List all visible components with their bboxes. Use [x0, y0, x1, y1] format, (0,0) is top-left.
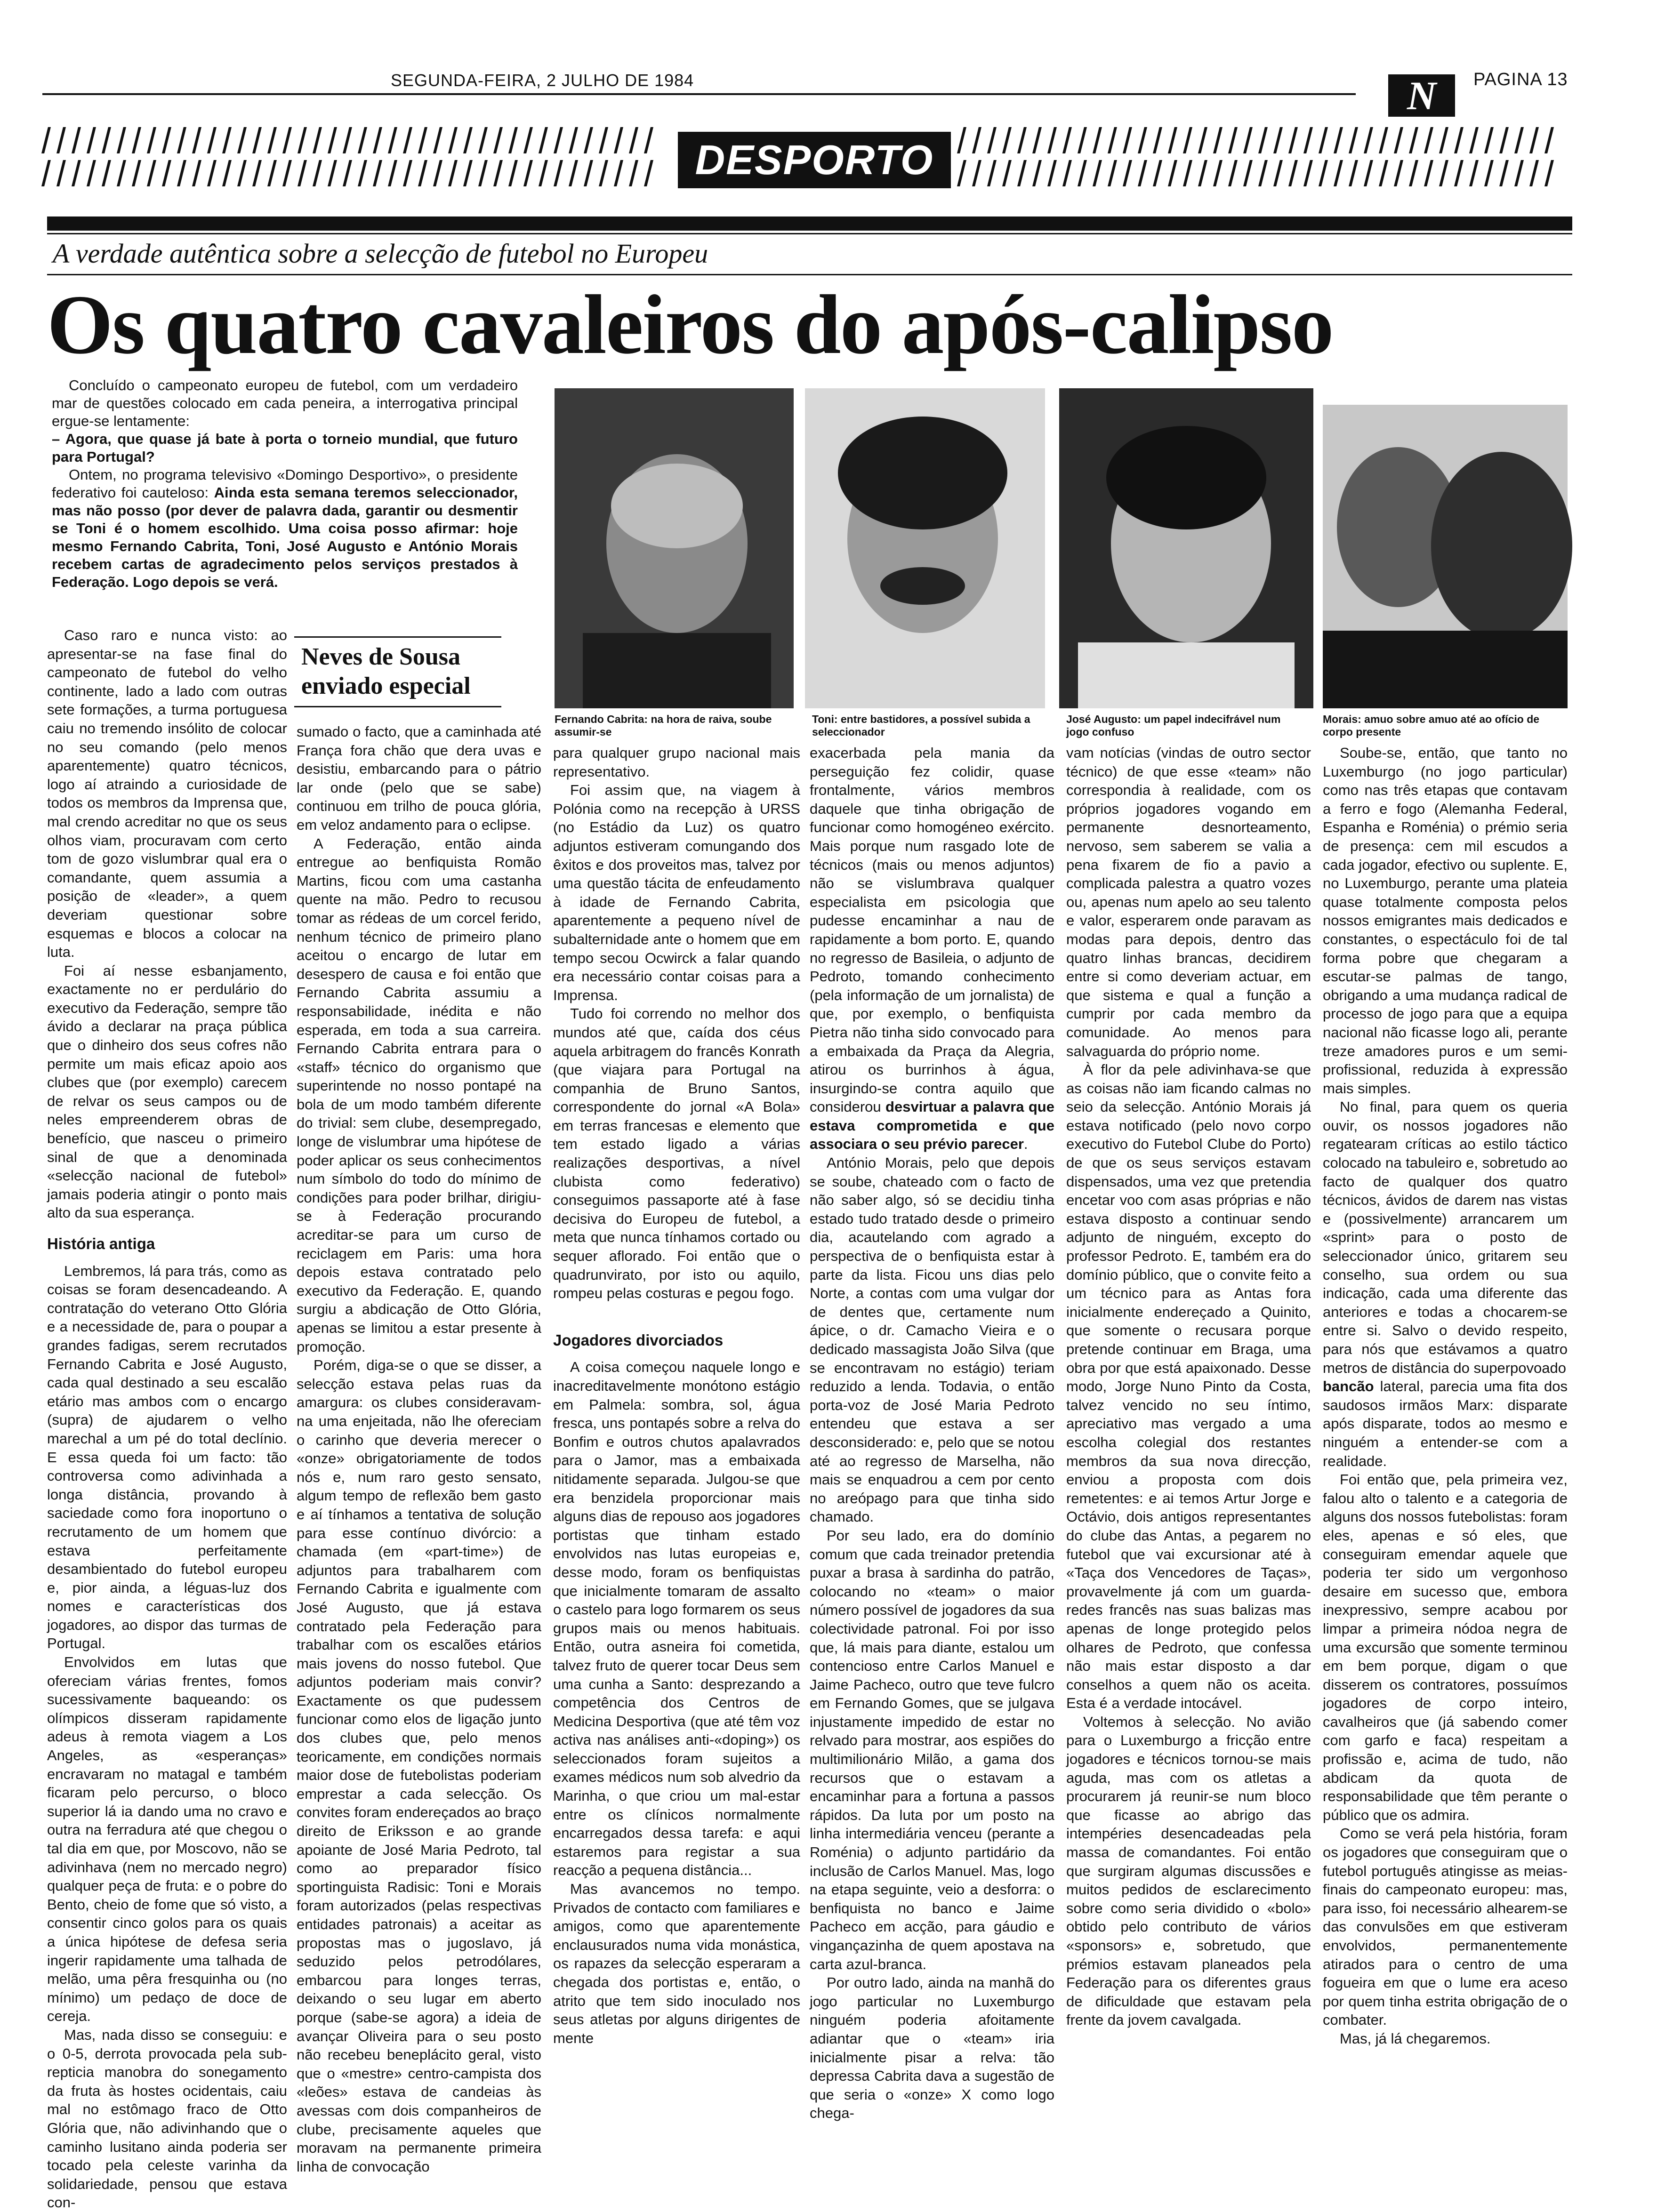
decorative-dash [1529, 160, 1539, 186]
paragraph: A Federação, então ainda entregue ao benfiquista Romão Martins, ficou com uma castanha quente na mão. Pedro to recusou tomar as rédeas de um corcel ferido, nenhum técnico de primeiro plano aceitou o encargo de lutar em desespero de causa e foi então que Fernando Cabrita assumiu a responsabilidade, inédita e não esperada, em toda a sua carreira. Fernando Cabrita entrara para o «staff» técnico do organismo que superintende no nosso pontapé na bola de um modo também diferente do trivial: sem clube, desempregado, longe de vislumbrar uma hipótese de poder aplicar os seus conhecimentos num símbolo do todo do mínimo de condições para poder brilhar, dirigiu-se à Federação procurando acreditar-se para um curso de reciclagem em Paris: uma hora depois estava contratado pelo executivo da Federação. E, quando surgiu a abdicação de Otto Glória, apenas se limitou a estar presente à promoção. [297, 835, 541, 1355]
decorative-dash [1062, 160, 1072, 186]
decorative-dash [987, 160, 997, 186]
decorative-dash [403, 127, 412, 153]
decorative-dash [147, 160, 156, 186]
decorative-dash [1544, 160, 1554, 186]
portrait-image-icon [1323, 405, 1568, 708]
decorative-dash [1138, 160, 1147, 186]
paragraph: Voltemos à selecção. No avião para o Luxemburgo a fricção entre jogadores e técnicos tornou-se mais aguda, mas com os atletas a procurarem já reunir-se num bloco que ficasse ao abrigo das intempéries desencadeadas pela massa de comandantes. Foi então que surgiram algumas discussões e muitos pedidos de esclarecimento sobre como seria dividido o «bolo» obtido pelo contributo de vários «sponsors» e, sobretudo, que prémios estavam planeados pela Federação para os diferentes graus de dificuldade que estavam pela frente da jovem cavalgada. [1066, 1713, 1311, 2028]
intro-text: Ontem, no programa televisivo «Domingo Desportivo», o presidente federativo foi cauteloso: [52, 466, 518, 501]
decorative-dash [132, 160, 141, 186]
decorative-dash [41, 160, 51, 186]
decorative-dash [56, 160, 66, 186]
decorative-dash [1273, 127, 1283, 153]
bold-word: bancão [1323, 1378, 1374, 1395]
decorative-dash [584, 160, 593, 186]
decorative-dash [463, 160, 473, 186]
decorative-dash [1168, 160, 1177, 186]
decorative-dash [644, 127, 653, 153]
decorative-dash [1469, 127, 1479, 153]
decorative-dash [207, 160, 217, 186]
decorative-dash [1002, 127, 1012, 153]
subhead: Jogadores divorciados [553, 1331, 724, 1349]
paragraph-text: lateral, parecia uma fita dos saudosos irmãos Marx: disparate após disparate, todos ao mesmo e ninguém a entender-se com a realidade. [1323, 1378, 1568, 1469]
decorative-dash [328, 160, 337, 186]
decorative-dash [1047, 127, 1057, 153]
decorative-dash [478, 160, 488, 186]
decorative-dash [1228, 160, 1238, 186]
decorative-dash [192, 127, 201, 153]
section-decoration-right [960, 127, 1572, 156]
decorative-dash [1093, 160, 1102, 186]
kicker-rule [47, 274, 1572, 275]
photo-caption: José Augusto: um papel indecifrável num jogo confuso [1066, 713, 1281, 738]
decorative-dash [1198, 127, 1207, 153]
paragraph: Mas, já lá chegaremos. [1340, 2030, 1491, 2047]
paragraph: para qualquer grupo nacional mais representativo. [553, 745, 800, 780]
decorative-dash [1499, 160, 1509, 186]
decorative-dash [177, 127, 186, 153]
decorative-dash [192, 160, 201, 186]
decorative-dash [72, 160, 81, 186]
photo-toni [805, 388, 1045, 708]
byline-role: enviado especial [301, 673, 471, 699]
article-headline: Os quatro cavaleiros do após-calipso [47, 278, 1333, 371]
decorative-dash [1228, 127, 1238, 153]
decorative-dash [1379, 127, 1388, 153]
column-3 [553, 744, 800, 2165]
decorative-dash [102, 160, 111, 186]
decorative-dash [1319, 127, 1328, 153]
decorative-dash [1002, 160, 1012, 186]
decorative-dash [1213, 127, 1223, 153]
photo-caption: Toni: entre bastidores, a possível subida a seleccionador [812, 713, 1030, 738]
decorative-dash [252, 127, 262, 153]
photo-fernando-cabrita [555, 388, 794, 708]
decorative-dash [1364, 127, 1373, 153]
decorative-dash [102, 127, 111, 153]
decorative-dash [644, 160, 653, 186]
decorative-dash [373, 127, 382, 153]
byline-name: Neves de Sousa [301, 643, 461, 670]
decorative-dash [448, 160, 458, 186]
logo-letter: N [1407, 73, 1437, 118]
decorative-dash [1047, 160, 1057, 186]
decorative-dash [87, 127, 96, 153]
bold-phrase: desvirtuar a palavra que estava comprometida e que associara o seu prévio parecer [810, 1098, 1054, 1153]
paragraph: sumado o facto, que a caminhada até França fora chão que dera uvas e desistiu, embarcando para o pátrio lar onde (pelo que se sabe) continuou em trilho de pouca glória, em veloz andamento para o eclipse. [297, 723, 541, 833]
decorative-dash [539, 127, 548, 153]
paragraph: António Morais, pelo que depois se soube, chateado com o facto de não saber algo, só se decidiu tinha estado tudo tratado desde o primeiro dia, acautelando com agrado a perspectiva de o benfiquista estar à parte da lista. Ficou uns dias pelo Norte, a contas com uma vulgar dor de dentes que, certamente num ápice, o dr. Camacho Vieira e o dedicado massagista João Silva (que se encontravam no estágio) teriam reduzido a lenda. Todavia, o então porta-voz de José Maria Pedroto entendeu que estava a ser desconsiderado: e, pelo que se notou até ao regresso de Marselha, não mais se enquadrou a cem por cento no areópago para que tinha sido chamado. [810, 1154, 1054, 1525]
decorative-dash [1424, 160, 1433, 186]
decorative-dash [358, 127, 367, 153]
masthead-rule [42, 93, 1356, 95]
paragraph: No final, para quem os queria ouvir, os nossos jogadores não regatearam críticas ao estilo táctico colocado na tabuleiro e, sobretudo ao facto de qualquer dos quatro técnicos, ávidos de darem nas vistas e (possivelmente) arrancarem um «sprint» para o posto de seleccionador único, gritarem seu conselho, sua ordem ou sua indicação, cada uma diferente das anteriores e todas a chocarem-se entre si. Salvo o devido respeito, para nós que estávamos a quatro metros de distância do superpovoado [1323, 1098, 1568, 1376]
page-number: PAGINA 13 [1473, 70, 1568, 89]
decorative-dash [313, 127, 322, 153]
decorative-dash [1078, 160, 1087, 186]
decorative-dash [1499, 127, 1509, 153]
decorative-dash [1198, 160, 1207, 186]
decorative-dash [987, 127, 997, 153]
decorative-dash [433, 127, 442, 153]
decorative-dash [508, 160, 518, 186]
byline-rule-bottom [294, 706, 501, 707]
heavy-rule [47, 216, 1572, 231]
decorative-dash [1364, 160, 1373, 186]
decorative-dash [388, 160, 397, 186]
decorative-dash [478, 127, 488, 153]
decorative-dash [1153, 127, 1162, 153]
decorative-dash [147, 127, 156, 153]
paragraph: Foi então que, pela primeira vez, falou alto o talento e a categoria de alguns dos nossos futebolistas: foram eles, apenas e só eles, que conseguiram emendar aquele que poderia ter sido um vergonhoso desaire em sucesso que, embora inexpressivo, sempre acabou por limpar a primeira nódoa negra de uma excursão que somente terminou em bem porque, digam o que disserem os contratores, possuímos jogadores de corpo inteiro, cavalheiros que (já sabendo comer com garfo e faca) respeitam a profissão e, acima de tudo, não abdicam da quota de responsabilidade que têm perante o público que os admira. [1323, 1471, 1568, 1823]
paragraph: Por outro lado, ainda na manhã do jogo particular no Luxemburgo ninguém poderia afoitamente adiantar que o «team» iria inicialmente pisar a relva: tão depressa Cabrita dava a sugestão de que seria o «onze» X como logo chega- [810, 1974, 1054, 2122]
subhead: História antiga [47, 1235, 155, 1252]
decorative-dash [1017, 160, 1027, 186]
paragraph: Por seu lado, era do domínio comum que cada treinador pretendia puxar a brasa à sardinha do patrão, colocando no «team» o maior número possível de jogadores da sua colectividade patronal. Foi por isso que, lá mais para diante, estalou um contencioso entre Carlos Manuel e Jaime Pacheco, outro que teve fulcro em Fernando Gomes, que se julgava injustamente impedido de estar no relvado para mostrar, aos espiões do multimilionário Milão, a gama dos recursos que o estavam a encaminhar para a fortuna a passos rápidos. Da luta por um posto na linha intermediária venceu (perante a Roménia) o adjunto partidário da inclusão de Carlos Manuel. Mas, logo na etapa seguinte, veio a desforra: o benfiquista no banco e Jaime Pacheco em acção, para gáudio e vingançazinha de quem apostava na carta azul-branca. [810, 1527, 1054, 1972]
decorative-dash [343, 160, 352, 186]
decorative-dash [1514, 127, 1524, 153]
paragraph: Mas avancemos no tempo. Privados de contacto com familiares e amigos, como que aparentemente enclausurados numa vida monástica, os rapazes da selecção esperaram a chegada dos portistas e, então, o atrito que tem sido inoculado nos seus atletas por alguns dirigentes de mente [553, 1881, 800, 2046]
decorative-dash [1032, 127, 1042, 153]
column-6 [1323, 744, 1568, 2165]
decorative-dash [1303, 127, 1313, 153]
paragraph: vam notícias (vindas de outro sector técnico) de que esse «team» não correspondia à realidade, com os próprios jogadores vogando em permanente desnorteamento, nervoso, sem saberem se valia a pena fixarem de fio a pavio a complicada palestra a quatro vozes ou, apenas num apelo ao seu talento e valor, esperarem onde paravam as modas para depois, dentro das quatro linhas brancas, decidirem entre si como deveriam actuar, em que sistema e qual a função a cumprir por cada membro da comunidade. Ao menos para salvaguarda do próprio nome. [1066, 745, 1311, 1059]
decorative-dash [493, 160, 503, 186]
logo-emblem-icon [1386, 70, 1457, 121]
column-5 [1066, 744, 1311, 2165]
decorative-dash [1484, 127, 1494, 153]
decorative-dash [1123, 127, 1132, 153]
decorative-dash [41, 127, 51, 153]
decorative-dash [1454, 127, 1464, 153]
decorative-dash [1108, 127, 1117, 153]
decorative-dash [1303, 160, 1313, 186]
decorative-dash [237, 160, 247, 186]
photo-jose-augusto [1059, 388, 1313, 708]
paragraph: Porém, diga-se o que se disser, a selecção estava pelas ruas da amargura: os clubes consideravam-na uma enjeitada, não lhe ofereciam o carinho que deveria merecer o «onze» obrigatoriamente de todos nós e, num raro gesto sensato, algum tempo de reflexão bem gasto e aí tínhamos a tentativa de solução para esse contínuo divórcio: a chamada (em «part-time») de adjuntos para trabalharem com Fernando Cabrita e igualmente com José Augusto, que já estava contratado pela Federação para trabalhar com os escalões etários mais jovens do nosso futebol. Que adjuntos poderiam mais convir? Exactamente os que pudessem funcionar como elos de ligação junto dos clubes que, pelo menos teoricamente, em condições normais maior dose de futebolistas poderiam emprestar a cada selecção. Os convites foram endereçados ao braço direito de Eriksson e ao grande apoiante de José Maria Pedroto, tal como ao preparador físico sportinguista Radisic: Toni e Morais foram autorizados (pelas respectivas entidades patronais) a aceitar as propostas mas o jugoslavo, já seduzido pelos petrodólares, embarcou para longes terras, deixando o seu lugar em aberto porque (sabe-se agora) a ideia de avançar Oliveira para o seu posto não recebeu beneplácito geral, visto que o «mestre» centro-campista dos «leões» estava de candeias às avessas com dois companheiros de clube, precisamente aqueles que moravam na permanente primeira linha de convocação [297, 1357, 541, 2175]
decorative-dash [463, 127, 473, 153]
section-decoration-right-lower [960, 160, 1572, 189]
decorative-dash [117, 127, 126, 153]
decorative-dash [433, 160, 442, 186]
decorative-dash [1168, 127, 1177, 153]
paragraph: Tudo foi correndo no melhor dos mundos até que, caída dos céus aquela arbitragem do francês Konrath (que viajara para Portugal na companhia de Bruno Santos, correspondente do jornal «A Bola» em terras francesas e elemento que tem estado ligado a várias realizações desportivas, a nível clubista como federativo) conseguimos passaporte até à fase decisiva do Europeu de futebol, a meta que nunca tínhamos cortado ou sequer aflorado. Foi então que o quadrunvirato, por isto ou aquilo, rompeu pelas costuras e pegou fogo. [553, 1005, 800, 1302]
decorative-dash [1213, 160, 1223, 186]
column-1 [47, 626, 287, 2211]
decorative-dash [418, 160, 427, 186]
decorative-dash [1153, 160, 1162, 186]
decorative-dash [569, 160, 578, 186]
decorative-dash [1394, 160, 1403, 186]
decorative-dash [554, 127, 563, 153]
decorative-dash [282, 160, 292, 186]
decorative-dash [298, 127, 307, 153]
paragraph: Envolvidos em lutas que ofereciam várias frentes, fomos sucessivamente baqueando: os olímpicos disseram rapidamente adeus à remota viagem a Los Angeles, as «esperanças» encravaram no matagal e também ficaram pelo percurso, o bloco superior lá ia dando uma no cravo e outra na ferradura até que chegou o tal dia em que, por Moscovo, não se adivinhava (nem no mercado negro) qualquer peça de fruta: e o pobre do Bento, cheio de fome que só visto, a consentir cinco golos para os quais a única hipótese de defesa seria ingerir rapidamente uma talhada de melão, uma pêra fresquinha ou (no mínimo) um pedaço de doce de cereja. [47, 1654, 287, 2025]
decorative-dash [1273, 160, 1283, 186]
decorative-dash [599, 160, 608, 186]
decorative-dash [1288, 160, 1298, 186]
decorative-dash [1093, 127, 1102, 153]
decorative-dash [1439, 127, 1448, 153]
decorative-dash [1017, 127, 1027, 153]
article-kicker: A verdade autêntica sobre a selecção de futebol no Europeu [53, 238, 708, 269]
decorative-dash [282, 127, 292, 153]
thin-rule [47, 233, 1572, 234]
decorative-dash [403, 160, 412, 186]
decorative-dash [56, 127, 66, 153]
decorative-dash [1138, 127, 1147, 153]
decorative-dash [629, 160, 638, 186]
paragraph: Mas, nada disso se conseguiu: e o 0-5, derrota provocada pela sub-repticia manobra do sonegamento da fruta às hostes ocidentais, caiu mal no estômago fraco de Otto Glória que, não adivinhando que o caminho lusitano ainda poderia ser tocado pela celeste varinha da solidariedade, pensou que estava con- [47, 2026, 287, 2211]
decorative-dash [87, 160, 96, 186]
paragraph: Foi assim que, na viagem à Polónia como na recepção à URSS (no Estádio da Luz) os quatro adjuntos estiveram comungando dos êxitos e dos proveitos mas, talvez por uma questão tácita de enfeudamento à idade de Fernando Cabrita, aparentemente a pequeno nível de subalternidade ante o homem que em tempo secou Ocwirck a falar quando era necessário contar coisas para a Imprensa. [553, 782, 800, 1003]
decorative-dash [222, 160, 232, 186]
decorative-dash [237, 127, 247, 153]
decorative-dash [267, 160, 277, 186]
paragraph: Lembremos, lá para trás, como as coisas se foram desencadeando. A contratação do veterano Otto Glória e a necessidade de, para o poupar a grandes fadigas, serem recrutados Fernando Cabrita e José Augusto, cada qual destinado a seu escalão etário mas ambos com o encargo (supra) de ajudarem o velho marechal a um pé do total declínio. E essa queda foi um facto: tão controversa como adivinhada a longa distância, provando à saciedade como fora inoportuno o recrutamento de um homem que estava perfeitamente desambientado do futebol europeu e, pior ainda, a léguas-luz dos nomes e características dos jogadores, ao dispor das turmas de Portugal. [47, 1262, 287, 1652]
decorative-dash [177, 160, 186, 186]
newspaper-logo [1386, 70, 1457, 121]
decorative-dash [207, 127, 217, 153]
decorative-dash [1544, 127, 1554, 153]
decorative-dash [448, 127, 458, 153]
portrait-image-icon [555, 388, 794, 708]
decorative-dash [523, 127, 533, 153]
decorative-dash [1319, 160, 1328, 186]
section-decoration-left-lower [45, 160, 671, 189]
decorative-dash [629, 127, 638, 153]
byline-rule-top [294, 636, 501, 638]
paragraph: exacerbada pela mania da perseguição fez colidir, quase frontalmente, vários membros daquele que tinha obrigação de funcionar como homogéneo exército. Mais porque num rasgado lote de técnicos (mais ou menos adjuntos) não se vislumbrava qualquer especialista em psicologia que pudesse encaminhar a nau de rapidamente a bom porto. E, quando no regresso de Basileia, o adjunto de Pedroto, tomando conhecimento (pela informação de um jornalista) de que, por exemplo, o benfiquista Pietra não tinha sido convocado para a embaixada da Praça da Alegria, atirou os burrinhos à água, insurgindo-se contra aquilo que considerou desvirtuar a palavra que estava comprometida e que associara o seu prévio parecer. [810, 745, 1054, 1153]
decorative-dash [1454, 160, 1464, 186]
decorative-dash [222, 127, 232, 153]
decorative-dash [162, 127, 171, 153]
decorative-dash [584, 127, 593, 153]
decorative-dash [343, 127, 352, 153]
paragraph: Soube-se, então, que tanto no Luxemburgo (no jogo particular) como nas três etapas que contavam a ferro e fogo (Alemanha Federal, Espanha e Roménia) o prémio seria de presença: cem mil escudos a cada jogador, efectivo ou suplente. E, no Luxemburgo, perante uma plateia quase totalmente composta pelos nossos emigrantes mais dedicados e constantes, o espectáculo foi de tal forma pobre que chegaram a escutar-se palmas de tango, obrigando a uma mudança radical de processo de jogo para que a equipa nacional não ficasse logo ali, perante treze amadores puros e um semi-profissional, reduzida à expressão mais simples. [1323, 745, 1568, 1097]
decorative-dash [1078, 127, 1087, 153]
portrait-image-icon [1059, 388, 1313, 708]
decorative-dash [298, 160, 307, 186]
decorative-dash [1258, 127, 1268, 153]
photo-caption: Morais: amuo sobre amuo até ao ofício de corpo presente [1323, 713, 1540, 738]
decorative-dash [1334, 127, 1343, 153]
decorative-dash [1349, 127, 1358, 153]
decorative-dash [1379, 160, 1388, 186]
decorative-dash [554, 160, 563, 186]
paragraph: A coisa começou naquele longo e inacreditavelmente monótono estágio em Palmela: sombra, sol, água fresca, uns pontapés sobre a relva do Bonfim e outros chutos apalavrados para o Jamor, mas a embaixada nitidamente separada. Julgou-se que era benzidela proporcionar mais alguns dias de repouso aos jogadores portistas que tinham estado envolvidos nas lutas europeias e, desse modo, foram os benfiquistas que inicialmente tomaram de assalto o castelo para logo formarem os seus grupos mais ou menos habituais. Então, outra asneira foi cometida, talvez fruto de querer tocar Deus sem uma cunha a Santo: desprezando a competência dos Centros de Medicina Desportiva (que até têm voz activa nas análises anti-«doping») os seleccionados foram sujeitos a exames médicos num sob alvedrio da Marinha, o que criou um mal-estar entre os clínicos normalmente encarregados dessa tarefa: e aqui estaremos para registar a sua reacção a pequena distância... [553, 1359, 800, 1879]
decorative-dash [1529, 127, 1539, 153]
decorative-dash [508, 127, 518, 153]
decorative-dash [132, 127, 141, 153]
decorative-dash [1484, 160, 1494, 186]
portrait-image-icon [805, 388, 1045, 708]
decorative-dash [539, 160, 548, 186]
decorative-dash [358, 160, 367, 186]
decorative-dash [493, 127, 503, 153]
decorative-dash [614, 127, 623, 153]
decorative-dash [1394, 127, 1403, 153]
decorative-dash [267, 127, 277, 153]
decorative-dash [1243, 127, 1253, 153]
intro-question-text: – Agora, que quase já bate à porta o torneio mundial, que futuro para Portugal? [52, 431, 518, 465]
decorative-dash [1243, 160, 1253, 186]
decorative-dash [252, 160, 262, 186]
decorative-dash [599, 127, 608, 153]
section-title: DESPORTO [678, 132, 951, 188]
intro-paragraph [52, 466, 518, 591]
photo-caption: Fernando Cabrita: na hora de raiva, soube assumir-se [555, 713, 772, 738]
byline [301, 642, 504, 701]
decorative-dash [313, 160, 322, 186]
intro-paragraph: Concluído o campeonato europeu de futebol, com um verdadeiro mar de questões colocado em cada peneira, a interrogativa principal ergue-se lentamente: [52, 377, 518, 429]
decorative-dash [1469, 160, 1479, 186]
decorative-dash [972, 127, 981, 153]
paragraph: À flor da pele adivinhava-se que as coisas não iam ficando calmas no seio da selecção. António Morais já estava notificado (pelo novo corpo executivo do Futebol Clube do Porto) de que os seus serviços estavam dispensados, uma vez que pretendia encetar voo com asas próprias e não estava disposto a continuar sendo adjunto de ninguém, excepto do professor Pedroto. E, também era do domínio público, que o convite feito a um técnico para as Antas fora inicialmente endereçado a Quinito, que somente o recusara porque pretende continuar em Braga, uma obra por que está apaixonado. Desse modo, Jorge Nuno Pinto da Costa, talvez vencido no seu íntimo, apreciativo mas vergado a uma escolha colegial dos restantes membros da sua nova direcção, enviou a proposta com dois remetentes: e ai temos Artur Jorge e Octávio, dois antigos representantes do clube das Antas, a pegarem no futebol que vai excursionar até à «Taça dos Vencedores de Taças», provavelmente já com um guarda-redes francês nas suas balizas mas apenas de longe protegido pelos olhares de Pedroto, que confessa não mais estar disposto a dar conselhos a quem não os aceita. Esta é a verdade intocável. [1066, 1061, 1311, 1712]
decorative-dash [1032, 160, 1042, 186]
decorative-dash [1439, 160, 1448, 186]
decorative-dash [1062, 127, 1072, 153]
paragraph-text: exacerbada pela mania da perseguição fez colidir, quase frontalmente, vários membros daquele que tinha obrigação de funcionar como homogéneo exército. Mais porque num rasgado lote de técnicos (mais ou menos adjuntos) não se vislumbrava qualquer especialista em psicologia que pudesse encaminhar a nau de rapidamente a bom porto. E, quando no regresso de Basileia, o adjunto de Pedroto, tomando conhecimento (pela informação de um jornalista) de que, por exemplo, o benfiquista Pietra não tinha sido convocado para a embaixada da Praça da Alegria, atirou os burrinhos à água, insurgindo-se contra aquilo que considerou [810, 745, 1054, 1115]
decorative-dash [1123, 160, 1132, 186]
paragraph: Caso raro e nunca visto: ao apresentar-se na fase final do campeonato de futebol do velho continente, lado a lado com outras sete formações, a turma portuguesa caiu no tremendo insólito de colocar no seu comando (pelo menos aparentemente) quatro técnicos, logo aí atraindo a curiosidade de todos os membros da Imprensa que, mal crendo acreditar no que os seus olhos viam, procuravam com certo tom de gozo vislumbrar qual era o comandante, quem assumia a posição de «leader», a quem deveriam questionar sobre esquemas e blocos a colocar na luta. [47, 627, 287, 961]
article-intro [52, 377, 518, 602]
decorative-dash [418, 127, 427, 153]
decorative-dash [388, 127, 397, 153]
decorative-dash [1349, 160, 1358, 186]
decorative-dash [1258, 160, 1268, 186]
decorative-dash [614, 160, 623, 186]
paragraph: Como se verá pela história, foram os jogadores que conseguiram que o futebol português atingisse as meias-finais do campeonato europeu: mas, para isso, foi necessário alhearem-se das convulsões em que estiveram envolvidos, permanentemente atirados para o centro de uma fogueira em que o lume era aceso por quem tinha estrita obrigação de o combater. [1323, 1825, 1568, 2028]
photo-antonio-morais [1323, 405, 1568, 708]
decorative-dash [117, 160, 126, 186]
decorative-dash [162, 160, 171, 186]
decorative-dash [1183, 160, 1192, 186]
decorative-dash [1514, 160, 1524, 186]
page-date: SEGUNDA-FEIRA, 2 JULHO DE 1984 [391, 71, 694, 90]
decorative-dash [1424, 127, 1433, 153]
column-2 [297, 722, 541, 2175]
intro-quote: Ainda esta semana teremos seleccionador, mas não posso (por dever de palavra dada, garantir ou desmentir se Toni é o homem escolhido. Uma coisa posso afirmar: hoje mesmo Fernando Cabrita, Toni, José Augusto e António Morais recebem cartas de agradecimento pelos serviços prestados à Federação. Logo depois se verá. [52, 484, 518, 590]
decorative-dash [72, 127, 81, 153]
decorative-dash [1183, 127, 1192, 153]
paragraph: Foi aí nesse esbanjamento, exactamente no er perdulário do executivo da Federação, sempre tão ávido a declarar na praça pública que o dinheiro dos seus cofres não permite um mais eficaz apoio aos clubes que (por exemplo) carecem de relvar os seus campos ou de neles empreenderem obras de benefício, que nasceu o primeiro sinal de que a denominada «selecção nacional de futebol» jamais poderia atingir o ponto mais alto da sua esperança. [47, 962, 287, 1221]
decorative-dash [1108, 160, 1117, 186]
decorative-dash [373, 160, 382, 186]
intro-question [52, 430, 518, 466]
section-decoration-left [45, 127, 671, 156]
column-4 [810, 744, 1054, 2165]
decorative-dash [1409, 127, 1418, 153]
decorative-dash [957, 127, 966, 153]
decorative-dash [569, 127, 578, 153]
decorative-dash [1334, 160, 1343, 186]
decorative-dash [957, 160, 966, 186]
decorative-dash [1409, 160, 1418, 186]
decorative-dash [972, 160, 981, 186]
decorative-dash [328, 127, 337, 153]
decorative-dash [523, 160, 533, 186]
paragraph [1323, 1377, 1568, 1470]
decorative-dash [1288, 127, 1298, 153]
